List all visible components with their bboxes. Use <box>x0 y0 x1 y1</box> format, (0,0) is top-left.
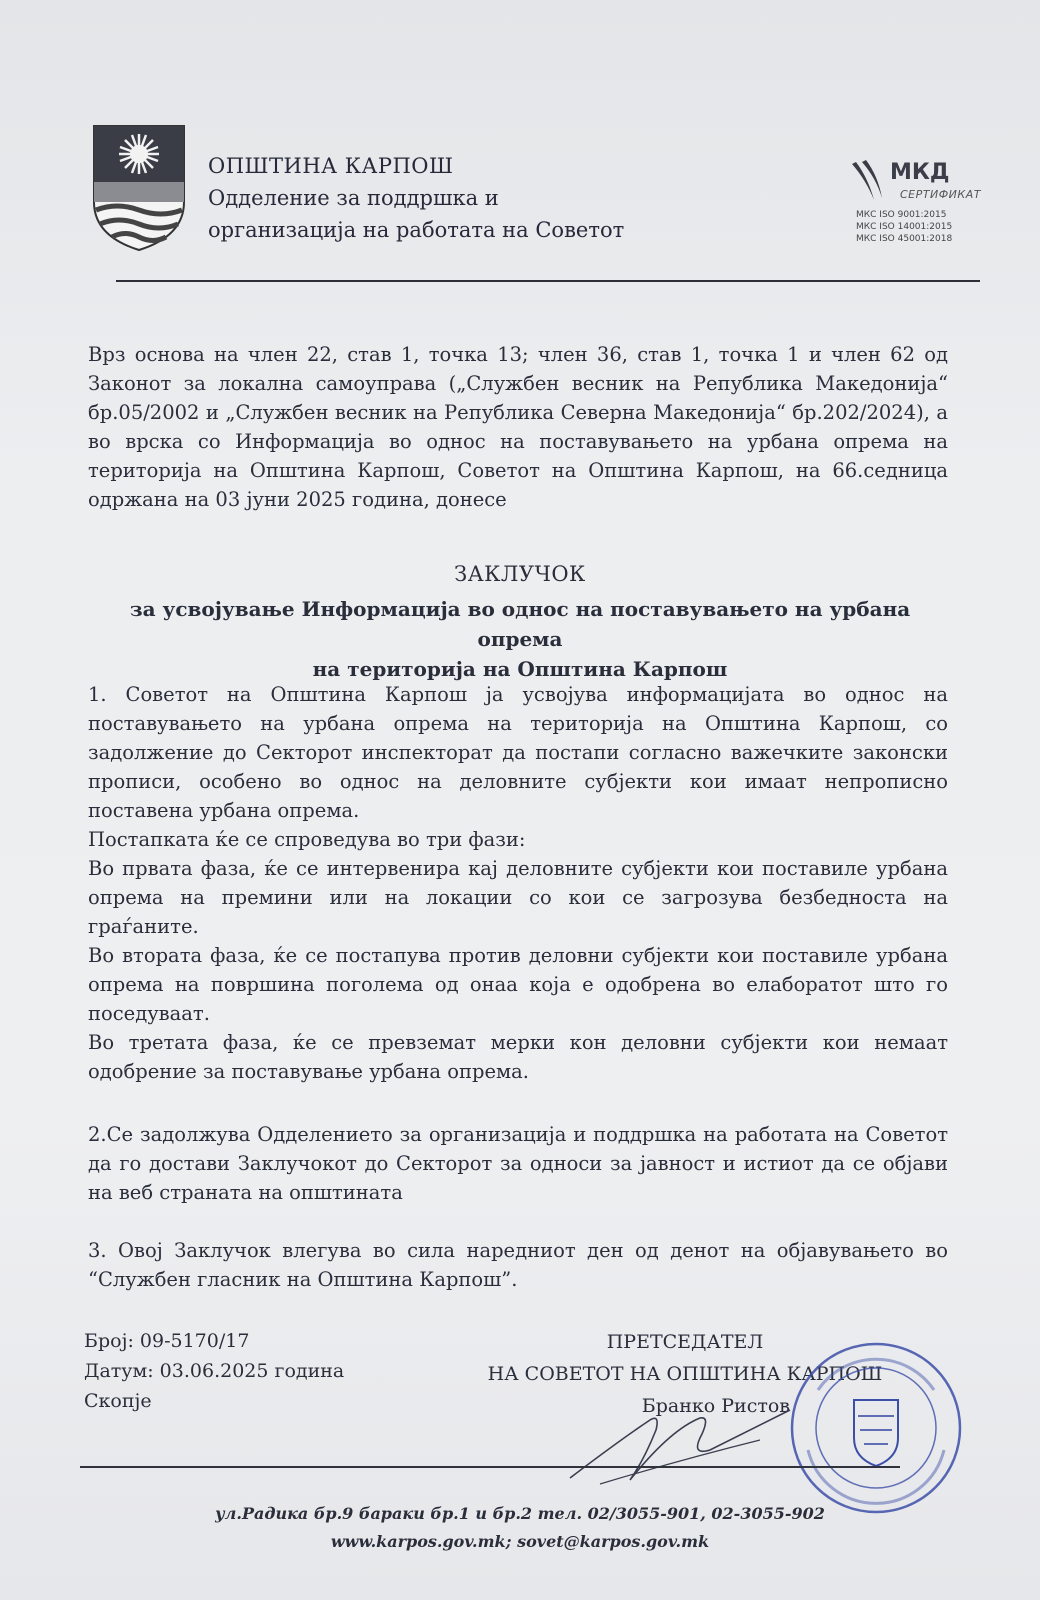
conclusion-item-3: 3. Овој Заклучок влегува во сила наредниот ден од денот на објавувањето во “Службен гласник на Општина Карпош”. <box>88 1239 948 1291</box>
footer-address: ул.Радика бр.9 бараки бр.1 и бр.2 тел. 02/3055-901, 02-3055-902 <box>215 1504 825 1523</box>
document-number: Број: 09-5170/17 <box>84 1330 250 1352</box>
document-metadata <box>84 1326 344 1416</box>
handwritten-signature <box>560 1400 800 1490</box>
footer-divider <box>80 1466 900 1468</box>
municipality-coat-of-arms <box>92 124 186 252</box>
phase-1: Во првата фаза, ќе се интервенира кај деловните субјекти кои поставиле урбана опрема на премини или на локации со кои се загрозува безбедноста на граѓаните. <box>88 857 948 938</box>
header-divider <box>116 280 980 282</box>
phases-intro: Постапката ќе се спроведува во три фази: <box>88 828 526 851</box>
cert-subtitle: СЕРТИФИКАТ <box>900 188 981 201</box>
conclusion-item-2: 2.Се задолжува Одделението за организација и поддршка на работата на Советот да го достави Заклучокот до Секторот за односи за јавност и истиот да се објави на веб страната на општината <box>88 1123 948 1204</box>
department-line-2: организација на работата на Советот <box>208 218 625 242</box>
organization-header <box>208 150 624 246</box>
mkd-certificate-badge <box>848 158 981 250</box>
conclusion-item-1 <box>88 680 948 1086</box>
phase-3: Во третата фаза, ќе се превземат мерки кон деловни субјекти кои немаат одобрение за поставување урбана опрема. <box>88 1031 948 1083</box>
document-place: Скопје <box>84 1390 152 1412</box>
municipality-name: ОПШТИНА КАРПОШ <box>208 154 454 178</box>
phase-2: Во втората фаза, ќе се постапува против деловни субјекти кои поставиле урбана опрема на површина поголема од онаа која е одобрена во елаборатот што го поседуваат. <box>88 944 948 1025</box>
iso-line: МКС ISO 45001:2018 <box>856 234 953 244</box>
signatory-role-1: ПРЕТСЕДАТЕЛ <box>606 1331 764 1353</box>
department-line-1: Одделение за поддршка и <box>208 186 499 210</box>
signatory-role-2: НА СОВЕТОТ НА ОПШТИНА КАРПОШ <box>487 1363 883 1385</box>
subtitle-line-2: на територија на Општина Карпош <box>312 657 728 681</box>
document-title: ЗАКЛУЧОК <box>454 562 586 586</box>
item-1-main: 1. Советот на Општина Карпош ја усвојува информацијата во однос на поставувањето на урбана опрема на територија на Општина Карпош, со задолжение до Секторот инспекторат да постапи согласно важечките законски прописи, особено во однос на деловните субјекти кои имаат непрописно поставена урбана опрема. <box>88 683 948 822</box>
iso-line: МКС ISO 9001:2015 <box>856 210 947 220</box>
preamble-paragraph: Врз основа на член 22, став 1, точка 13; член 36, став 1, точка 1 и член 62 од Законот за локална самоуправа („Службен весник на Република Македонија“ бр.05/2002 и „Службен весник на Република Северна Македонија“ бр.202/2024), а во врска со Информација во однос на поставувањето на урбана опрема на територија на Општина Карпош, Советот на Општина Карпош, на 66.седница одржана на 03 јуни 2025 година, донесе <box>88 343 948 511</box>
footer <box>0 1500 1040 1556</box>
footer-web: www.karpos.gov.mk; sovet@karpos.gov.mk <box>330 1532 710 1551</box>
cert-title: МКД <box>890 160 950 185</box>
iso-line: МКС ISO 14001:2015 <box>856 222 953 232</box>
document-date: Датум: 03.06.2025 година <box>84 1360 345 1382</box>
document-subtitle <box>100 594 940 684</box>
signatory-name: Бранко Ристов <box>641 1395 790 1417</box>
official-stamp <box>788 1340 964 1516</box>
subtitle-line-1: за усвојување Информација во однос на поставувањето на урбана опрема <box>129 597 911 651</box>
